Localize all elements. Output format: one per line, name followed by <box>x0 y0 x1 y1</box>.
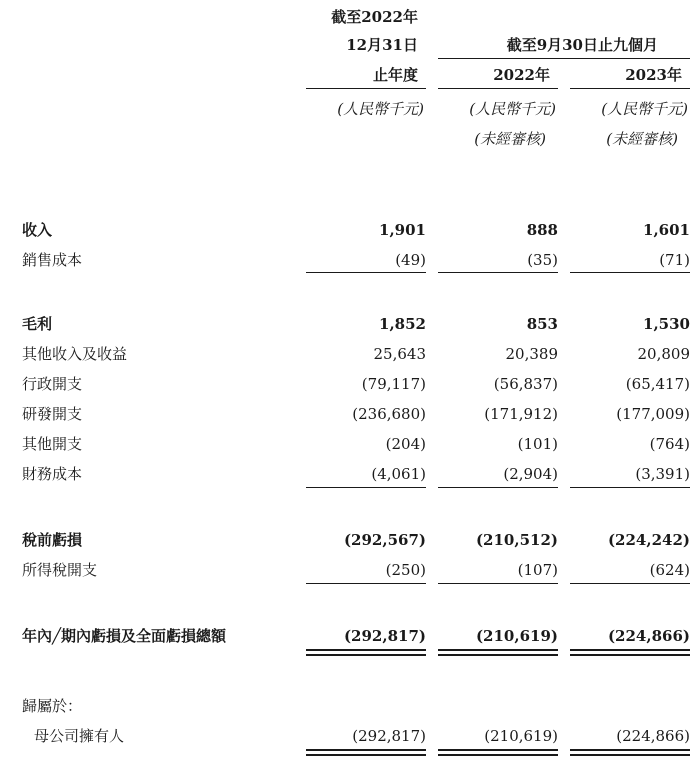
value-2022-fy: (204) <box>385 435 426 453</box>
row-label: 行政開支 <box>22 375 83 393</box>
nine-months-group-header: 截至9月30日止九個月 <box>506 36 658 54</box>
table-row-other-expenses <box>0 432 698 456</box>
table-row-gross-profit <box>0 312 698 336</box>
value-2022-9m: (2,904) <box>503 465 558 483</box>
value-2023-9m: (3,391) <box>635 465 690 483</box>
total-double-rule <box>306 649 426 651</box>
row-label: 其他開支 <box>22 435 83 453</box>
row-label: 其他收入及收益 <box>22 345 128 363</box>
row-label: 所得稅開支 <box>22 561 98 579</box>
table-row-admin-expenses <box>0 372 698 396</box>
col3-unit-label: (人民幣千元) <box>601 100 688 118</box>
total-double-rule <box>306 749 426 751</box>
row-label: 毛利 <box>22 315 53 333</box>
value-2022-9m: (56,837) <box>493 375 558 393</box>
subtotal-rule <box>438 487 558 488</box>
value-2023-9m: (624) <box>649 561 690 579</box>
row-label: 年內╱期內虧損及全面虧損總額 <box>22 627 227 645</box>
value-2023-9m: (764) <box>649 435 690 453</box>
value-2023-9m: 20,809 <box>637 345 690 363</box>
col2-header-year: 2022年 <box>493 66 550 84</box>
value-2022-fy: (236,680) <box>352 405 426 423</box>
col2-unaudited-label: (未經審核) <box>474 130 546 148</box>
value-2023-9m: (224,866) <box>616 727 690 745</box>
subtotal-rule <box>570 583 690 584</box>
table-row-owners-of-parent <box>0 724 698 748</box>
value-2022-fy: (49) <box>395 251 426 269</box>
table-row-revenue <box>0 218 698 242</box>
value-2023-9m: (224,866) <box>607 627 690 645</box>
value-2022-fy: 1,852 <box>379 315 426 333</box>
table-row-cost-of-sales <box>0 248 698 272</box>
value-2023-9m: (71) <box>659 251 690 269</box>
row-label: 研發開支 <box>22 405 83 423</box>
table-row-loss-before-tax <box>0 528 698 552</box>
value-2022-9m: (210,619) <box>475 627 558 645</box>
value-2022-fy: (79,117) <box>361 375 426 393</box>
col1-header-rule <box>306 88 426 89</box>
table-row-rd-expenses <box>0 402 698 426</box>
total-double-rule <box>438 649 558 651</box>
value-2022-9m: (107) <box>517 561 558 579</box>
total-double-rule <box>438 754 558 756</box>
value-2022-9m: 888 <box>526 221 558 239</box>
subtotal-rule <box>306 487 426 488</box>
value-2022-fy: (250) <box>385 561 426 579</box>
value-2023-9m: (224,242) <box>607 531 690 549</box>
table-row-other-income <box>0 342 698 366</box>
value-2022-fy: (292,567) <box>343 531 426 549</box>
subtotal-rule <box>306 272 426 273</box>
total-double-rule <box>306 654 426 656</box>
col3-unaudited-label: (未經審核) <box>606 130 678 148</box>
row-label: 稅前虧損 <box>22 531 83 549</box>
total-double-rule <box>306 754 426 756</box>
value-2023-9m: 1,601 <box>643 221 690 239</box>
value-2022-fy: (292,817) <box>343 627 426 645</box>
value-2022-fy: 25,643 <box>373 345 426 363</box>
value-2022-fy: 1,901 <box>379 221 426 239</box>
value-2022-9m: 853 <box>526 315 558 333</box>
col3-header-year: 2023年 <box>625 66 682 84</box>
col1-header-line2: 12月31日 <box>346 36 418 54</box>
subtotal-rule <box>570 272 690 273</box>
value-2022-9m: 20,389 <box>505 345 558 363</box>
table-row-attributable-to <box>0 694 698 718</box>
value-2022-9m: (171,912) <box>484 405 558 423</box>
total-double-rule <box>570 754 690 756</box>
value-2022-9m: (35) <box>527 251 558 269</box>
subtotal-rule <box>438 272 558 273</box>
value-2023-9m: 1,530 <box>643 315 690 333</box>
row-label: 歸屬於： <box>22 697 83 715</box>
subtotal-rule <box>306 583 426 584</box>
table-row-income-tax <box>0 558 698 582</box>
table-row-finance-costs <box>0 462 698 486</box>
col2-header-rule <box>438 88 558 89</box>
subtotal-rule <box>570 487 690 488</box>
col2-unit-label: (人民幣千元) <box>469 100 556 118</box>
value-2023-9m: (177,009) <box>616 405 690 423</box>
row-label: 母公司擁有人 <box>34 727 125 745</box>
subtotal-rule <box>438 583 558 584</box>
total-double-rule <box>438 749 558 751</box>
total-double-rule <box>570 749 690 751</box>
row-label: 收入 <box>22 221 53 239</box>
value-2022-fy: (4,061) <box>371 465 426 483</box>
total-double-rule <box>570 649 690 651</box>
col1-unit-label: (人民幣千元) <box>337 100 424 118</box>
row-label: 財務成本 <box>22 465 83 483</box>
col3-header-rule <box>570 88 690 89</box>
value-2022-fy: (292,817) <box>352 727 426 745</box>
value-2022-9m: (210,512) <box>475 531 558 549</box>
value-2023-9m: (65,417) <box>625 375 690 393</box>
value-2022-9m: (101) <box>517 435 558 453</box>
total-double-rule <box>570 654 690 656</box>
group-header-rule <box>438 58 690 59</box>
table-row-total-comprehensive-loss <box>0 624 698 648</box>
value-2022-9m: (210,619) <box>484 727 558 745</box>
col1-header-line1: 截至2022年 <box>331 8 418 26</box>
total-double-rule <box>438 654 558 656</box>
row-label: 銷售成本 <box>22 251 83 269</box>
col1-header-line3: 止年度 <box>372 66 418 84</box>
